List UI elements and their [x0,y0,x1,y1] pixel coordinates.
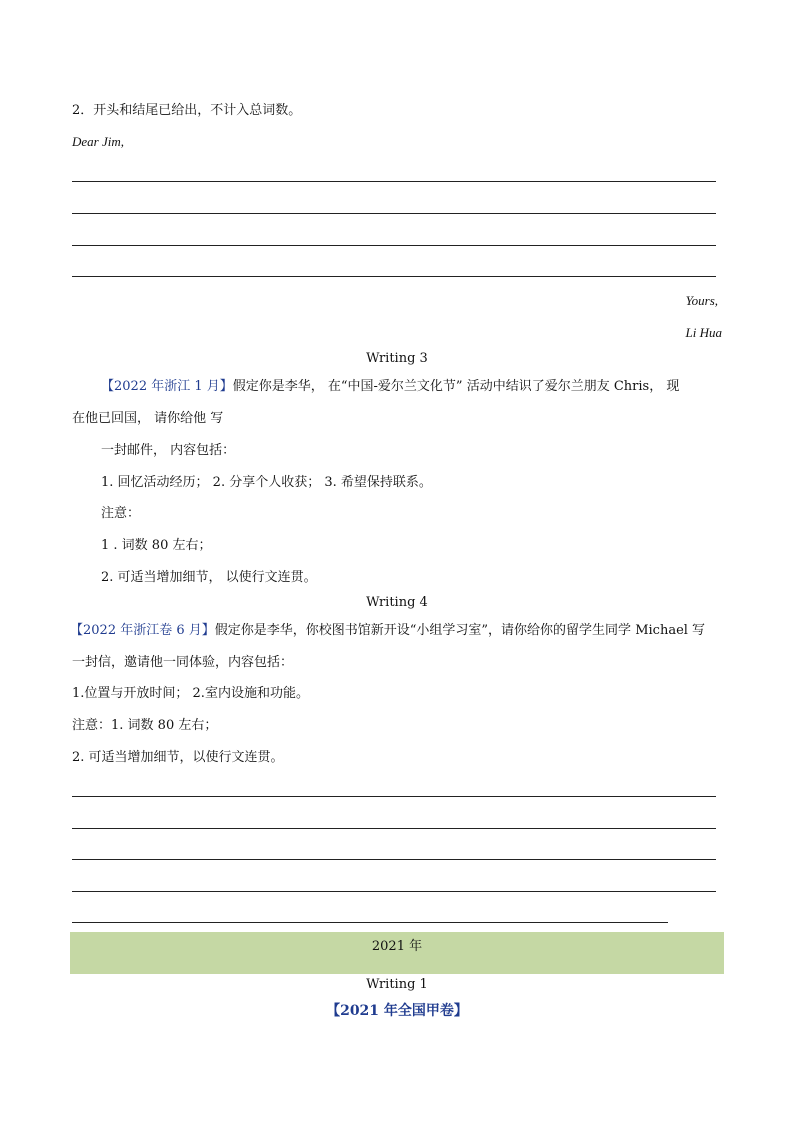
letter-salutation: Dear Jim, [72,134,124,149]
year-section-band [70,932,724,974]
writing-3-prompt-text: 假定你是李华， 在“中国-爱尔兰文化节” 活动中结识了爱尔兰朋友 Chris， 现 [232,379,680,394]
writing-3-note-2: 2. 可适当增加细节， 以使行文连贯。 [101,570,317,585]
year-section-label: 2021 年 [371,939,423,954]
writing-3-points: 1. 回忆活动经历； 2. 分享个人收获； 3. 希望保持联系。 [101,475,432,490]
writing-3-heading: Writing 3 [366,351,428,366]
answer-line[interactable] [72,245,716,246]
writing-4-note-2: 2. 可适当增加细节，以使行文连贯。 [72,750,284,765]
answer-line[interactable] [72,276,716,277]
letter-closing: Yours, [685,293,718,308]
answer-line[interactable] [72,796,716,797]
writing-3-prompt-line-2: 在他已回国， 请你给他 写 [72,411,224,426]
writing-4-prompt-line-1 [70,623,705,639]
answer-line[interactable] [72,181,716,182]
writing-2021-1-heading: Writing 1 [366,977,428,992]
answer-line[interactable] [72,891,716,892]
answer-line[interactable] [72,922,668,923]
answer-line[interactable] [72,859,716,860]
writing-3-source-tag: 【2022 年浙江 1 月】 [101,379,233,394]
writing-4-prompt-text: 假定你是李华，你校图书馆新开设“小组学习室”，请你给你的留学生同学 Michael 写 [214,623,706,638]
writing-3-prompt-line-3: 一封邮件， 内容包括： [101,443,236,458]
writing-4-points: 1.位置与开放时间； 2.室内设施和功能。 [72,686,309,701]
writing-2021-1-source-tag: 【2021 年全国甲卷】 [326,1003,468,1019]
writing-3-prompt-line-1 [101,379,679,395]
writing-3-note-1: 1 . 词数 80 左右； [101,538,212,553]
note-item-2: 2．开头和结尾已给出，不计入总词数。 [72,103,302,118]
writing-4-heading: Writing 4 [366,595,428,610]
writing-4-prompt-line-2: 一封信，邀请他一同体验，内容包括： [72,655,294,670]
answer-line[interactable] [72,213,716,214]
writing-4-note-1: 注意：1. 词数 80 左右； [72,718,218,733]
writing-3-notes-label: 注意： [101,506,141,521]
answer-line[interactable] [72,828,716,829]
letter-signature: Li Hua [685,325,722,340]
writing-4-source-tag: 【2022 年浙江卷 6 月】 [70,623,215,638]
